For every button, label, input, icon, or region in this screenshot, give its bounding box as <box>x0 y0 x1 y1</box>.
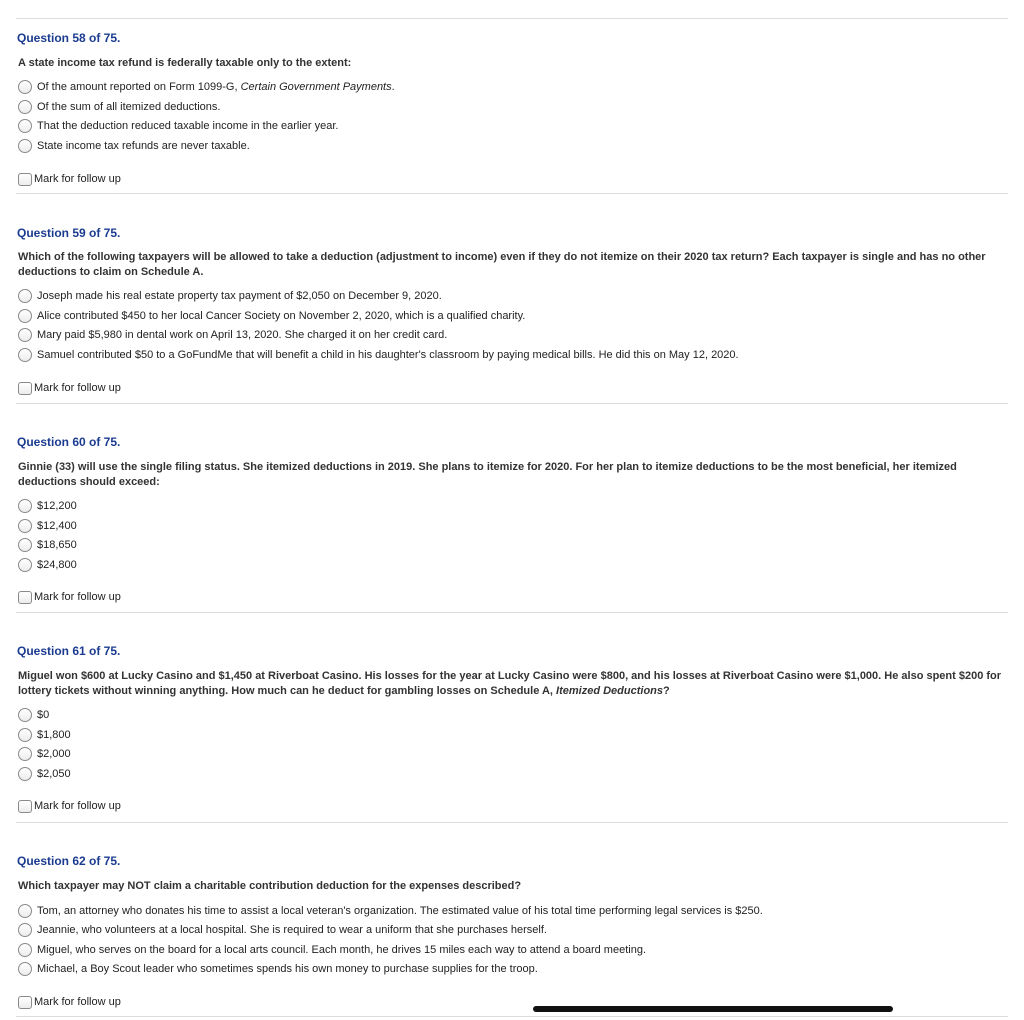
option-label: $18,650 <box>37 539 77 551</box>
divider <box>16 403 1008 404</box>
option-label: Miguel, who serves on the board for a local arts council. Each month, he drives 15 miles each way to attend a board meeting. <box>37 944 646 956</box>
option-label: Of the amount reported on Form 1099-G, Certain Government Payments. <box>37 81 395 93</box>
question-title: Question 61 of 75. <box>17 644 121 658</box>
follow-up-label: Mark for follow up <box>34 800 121 812</box>
question-text: A state income tax refund is federally taxable only to the extent: <box>18 57 352 69</box>
divider-bottom <box>16 1016 1008 1017</box>
mark-for-follow-up[interactable] <box>18 380 121 396</box>
radio-button[interactable] <box>18 747 32 761</box>
option-label: Samuel contributed $50 to a GoFundMe that will benefit a child in his daughter's classroom by paying medical bills. He did this on May 12, 2020. <box>37 349 739 361</box>
option-label: $0 <box>37 709 50 721</box>
divider <box>16 612 1008 613</box>
option-label: State income tax refunds are never taxable. <box>37 140 250 152</box>
divider <box>16 822 1008 823</box>
radio-button[interactable] <box>18 499 32 513</box>
question-text: Miguel won $600 at Lucky Casino and $1,450 at Riverboat Casino. His losses for the year at Lucky Casino were $800, and his losses at Riverboat Casino were $1,000. He also spent $200 for lottery tickets without winning anything. How much can he deduct for gambling losses on Schedule A, Itemized Deductions? <box>18 670 1002 697</box>
follow-up-checkbox[interactable] <box>18 382 32 395</box>
radio-button[interactable] <box>18 728 32 742</box>
mark-for-follow-up[interactable] <box>18 171 121 187</box>
answer-option-c[interactable] <box>18 537 77 553</box>
question-title: Question 60 of 75. <box>17 435 121 449</box>
follow-up-checkbox[interactable] <box>18 173 32 186</box>
radio-button[interactable] <box>18 558 32 572</box>
mark-for-follow-up[interactable] <box>18 994 121 1010</box>
option-label: $12,400 <box>37 520 77 532</box>
option-label: $2,000 <box>37 748 71 760</box>
option-label: Michael, a Boy Scout leader who sometimes spends his own money to purchase supplies for the troop. <box>37 963 538 975</box>
option-label: $2,050 <box>37 768 71 780</box>
mark-for-follow-up[interactable] <box>18 798 121 814</box>
follow-up-checkbox[interactable] <box>18 996 32 1009</box>
option-label: $24,800 <box>37 559 77 571</box>
divider-top <box>16 18 1008 19</box>
radio-button[interactable] <box>18 538 32 552</box>
answer-option-a[interactable] <box>18 498 77 514</box>
answer-option-d[interactable] <box>18 138 250 154</box>
option-label: Joseph made his real estate property tax payment of $2,050 on December 9, 2020. <box>37 290 442 302</box>
question-text: Which taxpayer may NOT claim a charitable contribution deduction for the expenses described? <box>18 880 522 892</box>
radio-button[interactable] <box>18 519 32 533</box>
answer-option-c[interactable] <box>18 327 447 343</box>
follow-up-label: Mark for follow up <box>34 591 121 603</box>
answer-option-c[interactable] <box>18 942 646 958</box>
follow-up-checkbox[interactable] <box>18 800 32 813</box>
option-label: Mary paid $5,980 in dental work on April 13, 2020. She charged it on her credit card. <box>37 329 448 341</box>
question-title: Question 62 of 75. <box>17 854 121 868</box>
divider <box>16 193 1008 194</box>
radio-button[interactable] <box>18 962 32 976</box>
radio-button[interactable] <box>18 309 32 323</box>
radio-button[interactable] <box>18 119 32 133</box>
answer-option-a[interactable] <box>18 288 442 304</box>
answer-option-b[interactable] <box>18 727 71 743</box>
question-text: Ginnie (33) will use the single filing status. She itemized deductions in 2019. She plans to itemize for 2020. For her plan to itemize deductions to be the most beneficial, her itemized deductions should exceed: <box>18 461 957 488</box>
question-text: Which of the following taxpayers will be allowed to take a deduction (adjustment to income) even if they do not itemize on their 2020 tax return? Each taxpayer is single and has no other deductions to claim on Schedule A. <box>18 251 986 278</box>
option-label: Tom, an attorney who donates his time to assist a local veteran's organization. The estimated value of his total time performing legal services is $250. <box>37 905 763 917</box>
follow-up-label: Mark for follow up <box>34 382 121 394</box>
radio-button[interactable] <box>18 348 32 362</box>
radio-button[interactable] <box>18 80 32 94</box>
mark-for-follow-up[interactable] <box>18 589 121 605</box>
question-title: Question 59 of 75. <box>17 226 121 240</box>
answer-option-d[interactable] <box>18 347 739 363</box>
answer-option-d[interactable] <box>18 961 538 977</box>
answer-option-b[interactable] <box>18 308 525 324</box>
radio-button[interactable] <box>18 139 32 153</box>
radio-button[interactable] <box>18 100 32 114</box>
option-label: $1,800 <box>37 729 71 741</box>
follow-up-label: Mark for follow up <box>34 173 121 185</box>
radio-button[interactable] <box>18 943 32 957</box>
option-label: Of the sum of all itemized deductions. <box>37 101 221 113</box>
radio-button[interactable] <box>18 328 32 342</box>
answer-option-b[interactable] <box>18 922 547 938</box>
radio-button[interactable] <box>18 289 32 303</box>
answer-option-d[interactable] <box>18 557 77 573</box>
option-label: Jeannie, who volunteers at a local hospital. She is required to wear a uniform that she purchases herself. <box>37 924 547 936</box>
follow-up-checkbox[interactable] <box>18 591 32 604</box>
answer-option-a[interactable] <box>18 79 395 95</box>
follow-up-label: Mark for follow up <box>34 996 121 1008</box>
radio-button[interactable] <box>18 708 32 722</box>
answer-option-c[interactable] <box>18 118 338 134</box>
radio-button[interactable] <box>18 904 32 918</box>
option-label: That the deduction reduced taxable income in the earlier year. <box>37 120 339 132</box>
answer-option-b[interactable] <box>18 518 77 534</box>
answer-option-a[interactable] <box>18 903 763 919</box>
answer-option-d[interactable] <box>18 766 71 782</box>
option-label: $12,200 <box>37 500 77 512</box>
radio-button[interactable] <box>18 767 32 781</box>
option-label: Alice contributed $450 to her local Cancer Society on November 2, 2020, which is a qualified charity. <box>37 310 526 322</box>
question-title: Question 58 of 75. <box>17 31 121 45</box>
home-indicator-bar <box>533 1006 893 1012</box>
answer-option-a[interactable] <box>18 707 49 723</box>
answer-option-c[interactable] <box>18 746 71 762</box>
radio-button[interactable] <box>18 923 32 937</box>
answer-option-b[interactable] <box>18 99 220 115</box>
